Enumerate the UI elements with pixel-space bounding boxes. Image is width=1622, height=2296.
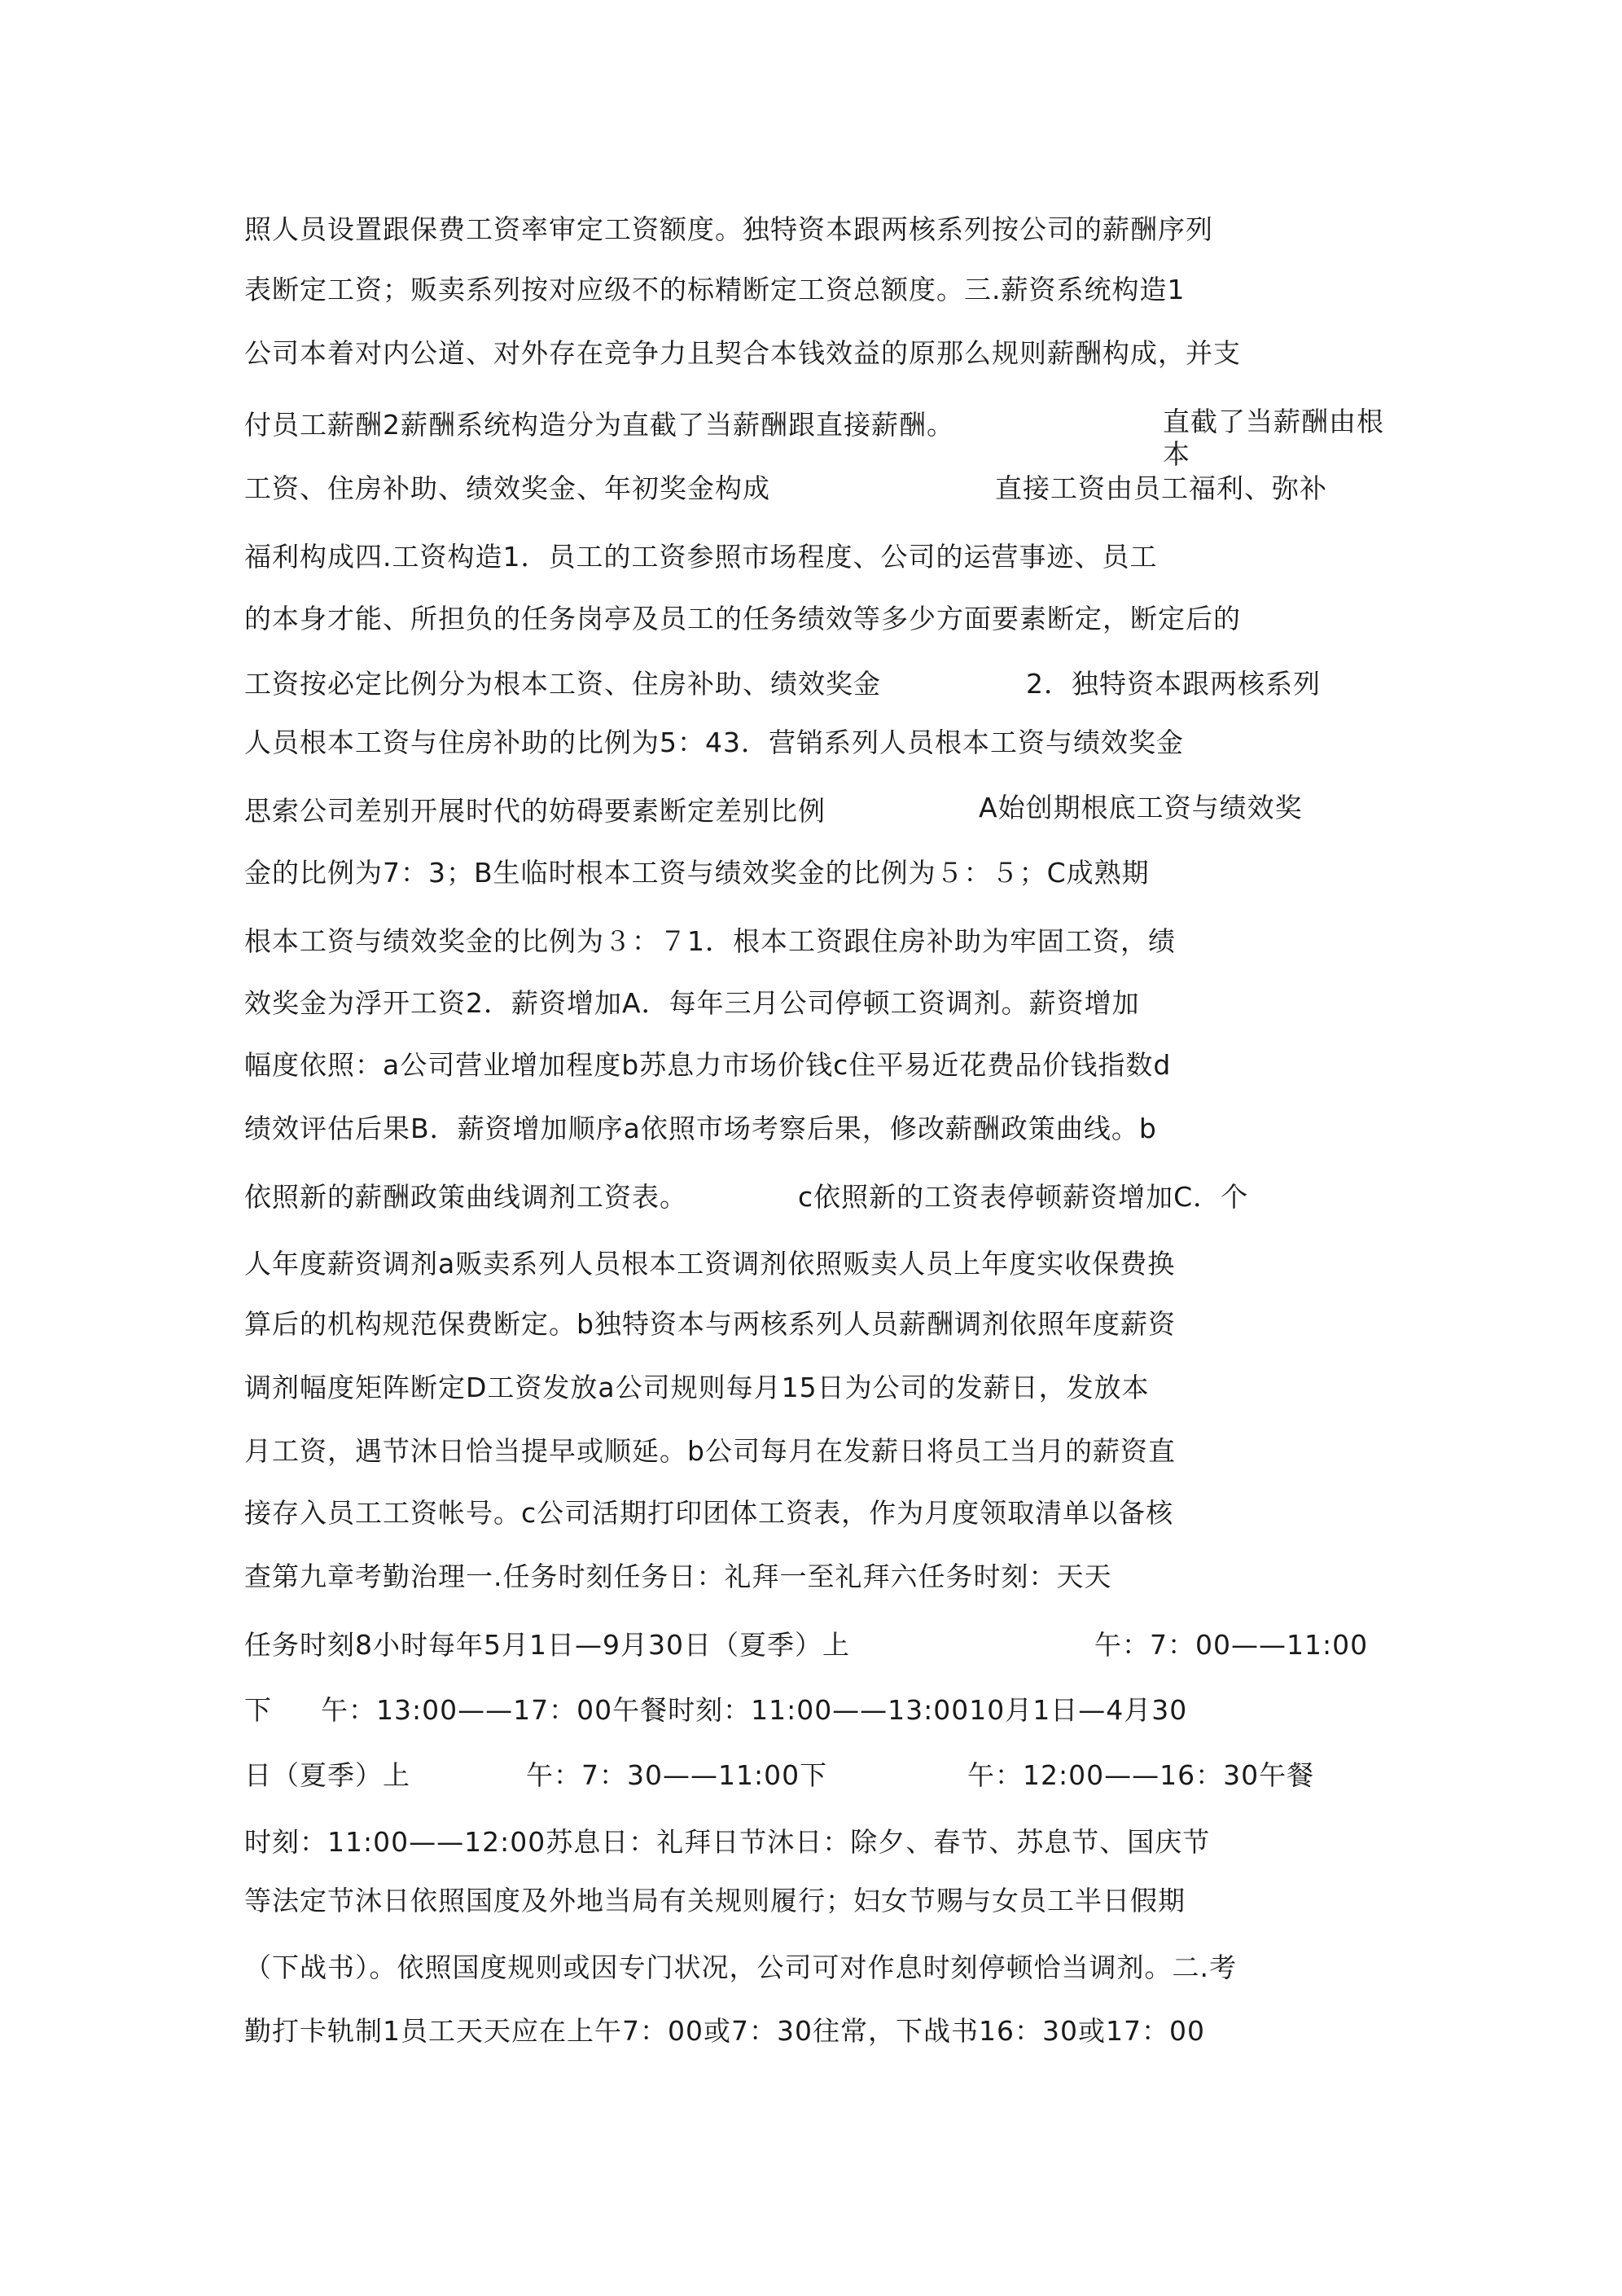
text-line-26: 时刻：11:00——12:00苏息日：礼拜日节沐日：除夕、春节、苏息节、国庆节 [244,1826,1211,1858]
text-line-17: 人年度薪资调剂a贩卖系列人员根本工资调剂依照贩卖人员上年度实收保费换 [244,1248,1176,1280]
text-line-1: 照人员设置跟保费工资率审定工资额度。独特资本跟两核系列按公司的薪酬序列 [244,213,1213,245]
text-line-21: 接存入员工工资帐号。c公司活期打印团体工资表，作为月度领取清单以备核 [244,1497,1174,1529]
text-line-25-right: 午：12:00——16：30午餐 [967,1759,1315,1791]
text-line-10: 思索公司差别开展时代的妨碍要素断定差别比例 [244,795,826,827]
text-line-20: 月工资，遇节沐日恰当提早或顺延。b公司每月在发薪日将员工当月的薪资直 [244,1435,1176,1467]
text-line-24: 下 [244,1694,272,1726]
text-line-22: 查第九章考勤治理一.任务时刻任务日：礼拜一至礼拜六任务时刻：天天 [244,1561,1112,1592]
text-line-12: 根本工资与绩效奖金的比例为３：７1．根本工资跟住房补助为牢固工资，绩 [244,925,1176,957]
text-line-13: 效奖金为浮开工资2．薪资增加A．每年三月公司停顿工资调剂。薪资增加 [244,987,1140,1019]
text-line-5: 工资、住房补助、绩效奖金、年初奖金构成 [244,472,770,504]
text-line-7: 的本身才能、所担负的任务岗亭及员工的任务绩效等多少方面要素断定，断定后的 [244,603,1241,634]
text-line-5-right: 直接工资由员工福利、弥补 [995,472,1327,504]
text-line-25: 日（夏季）上 [244,1759,410,1791]
text-line-24-right: 午：13:00——17：00午餐时刻：11:00——13:0010月1日—4月30 [321,1694,1188,1726]
text-line-6: 福利构成四.工资构造1．员工的工资参照市场程度、公司的运营事迹、员工 [244,541,1158,573]
text-line-23-right: 午：7：00——11:00 [1094,1629,1369,1661]
text-line-4: 付员工薪酬2薪酬系统构造分为直截了当薪酬跟直接薪酬。 [244,409,954,441]
text-line-16: 依照新的薪酬政策曲线调剂工资表。 [244,1181,687,1213]
text-line-3: 公司本着对内公道、对外存在竞争力且契合本钱效益的原那么规则薪酬构成，并支 [244,337,1241,369]
text-line-27: 等法定节沐日依照国度及外地当局有关规则履行；妇女节赐与女员工半日假期 [244,1885,1186,1916]
text-line-4-right-a: 直截了当薪酬由根 [1163,406,1384,437]
text-line-29: 勤打卡轨制1员工天天应在上午7：00或7：30往常，下战书16：30或17：00 [244,2015,1205,2047]
text-line-28: （下战书）。依照国度规则或因专门状况，公司可对作息时刻停顿恰当调剂。二.考 [244,1951,1237,1983]
text-line-9: 人员根本工资与住房补助的比例为5：43．营销系列人员根本工资与绩效奖金 [244,727,1184,758]
text-line-2: 表断定工资；贩卖系列按对应级不的标精断定工资总额度。三.薪资系统构造1 [244,274,1186,305]
text-line-8-right: 2．独特资本跟两核系列 [1026,668,1321,700]
text-line-8: 工资按必定比例分为根本工资、住房补助、绩效奖金 [244,668,881,700]
text-line-14: 幅度依照：a公司营业增加程度b苏息力市场价钱c住平易近花费品价钱指数d [244,1049,1172,1081]
text-line-16-right: c依照新的工资表停顿薪资增加C．个 [798,1181,1249,1213]
text-line-11: 金的比例为7：3；B生临时根本工资与绩效奖金的比例为５：５；C成熟期 [244,857,1150,889]
text-line-19: 调剂幅度矩阵断定D工资发放a公司规则每月15日为公司的发薪日，发放本 [244,1372,1150,1403]
text-line-18: 算后的机构规范保费断定。b独特资本与两核系列人员薪酬调剂依照年度薪资 [244,1308,1176,1340]
text-line-15: 绩效评估后果B．薪资增加顺序a依照市场考察后果，修改薪酬政策曲线。b [244,1113,1157,1144]
text-line-23: 任务时刻8小时每年5月1日—9月30日（夏季）上 [244,1629,850,1661]
text-line-10-right: A始创期根底工资与绩效奖 [979,792,1303,823]
text-line-4-right-b: 本 [1163,438,1190,470]
text-line-25-mid: 午：7：30——11:00下 [526,1759,828,1791]
